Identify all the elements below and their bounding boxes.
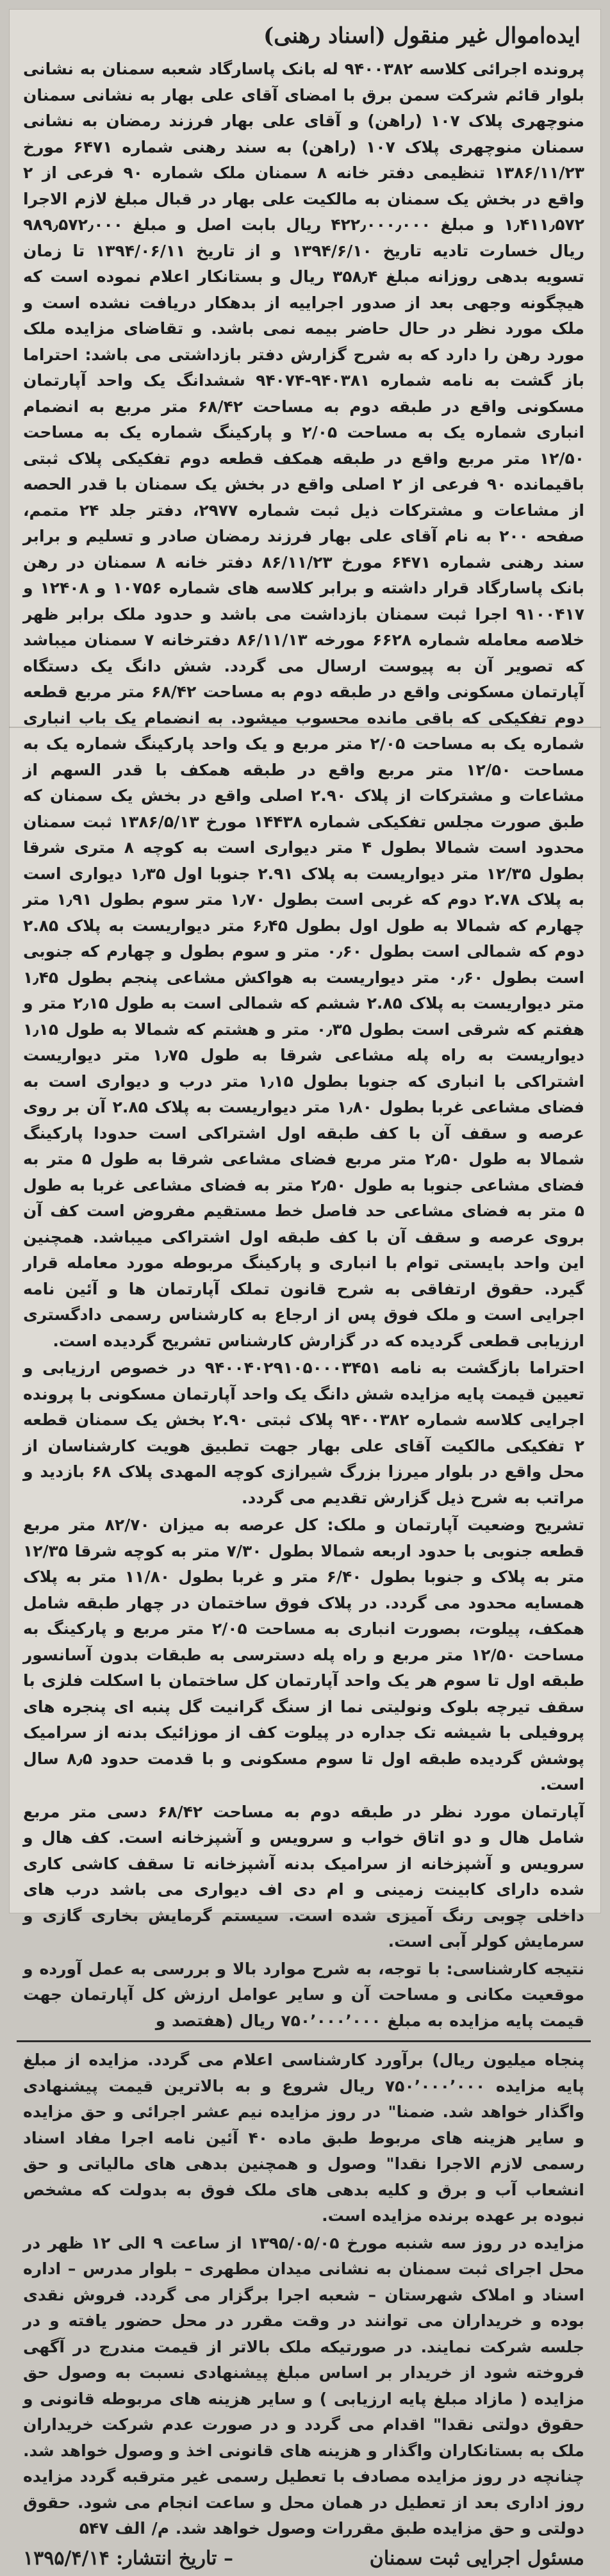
newspaper-clipping [9, 9, 601, 2570]
section-divider [17, 2040, 591, 2042]
notice [9, 9, 601, 2576]
signature: مسئول اجرایی ثبت سمنان [369, 2547, 584, 2570]
notice-paragraph-1: پرونده اجرائی کلاسه ۹۴۰۰۳۸۲ له بانک پاسارگاد شعبه سمنان به نشانی بلوار قائم شرکت سمن برق با امضای آقای علی بهار به نشانی سمنان منوچهری پلاک ۱۰۷ (راهن) و آقای علی بهار فرزند رمضان به نشانی سمنان منوچهری پلاک ۱۰۷ (راهن) به سند رهنی شماره ۶۴۷۱ مورخ ۱۳۸۶/۱۱/۲۳ تنظیمی دفتر خانه ۸ سمنان ملک شماره ۹۰ فرعی از ۲ واقع در بخش یک سمنان به مالکیت علی بهار در قبال مبلغ لازم الاجرا ۱٫۴۱۱٫۵۷۲ و مبلغ ۴۲۲٫۰۰۰٫۰۰۰ ریال بابت اصل و مبلغ ۹۸۹٫۵۷۲٫۰۰۰ ریال خسارت تادیه تاریخ ۱۳۹۴/۶/۱۰ و از تاریخ ۱۳۹۴/۰۶/۱۱ تا زمان تسویه بدهی روزانه مبلغ ۳۵۸٫۴ ریال و بستانکار اعلام نموده است که هیچگونه وجهی بعد از صدور اجراییه از بدهکار دریافت نشده است و ملک مورد نظر در حال حاضر بیمه نمی باشد. و تقاضای مزایده ملک مورد رهن را دارد که به شرح گزارش دفتر بازداشتی می باشد: احتراما باز گشت به نامه شماره ۹۴۰۳۸۱-۹۴۰۷۴ ششدانگ یک واحد آپارتمان مسکونی واقع در طبقه دوم به مساحت ۶۸/۴۲ متر مربع به انضمام انباری شماره یک به مساحت ۲/۰۵ و پارکینگ شماره یک به مساحت ۱۲/۵۰ متر مربع واقع در طبقه همکف قطعه دوم تفکیکی پلاک ثبتی باقیمانده ۹۰ فرعی از ۲ اصلی واقع در بخش یک سمنان با قدر الحصه از مشاعات و مشترکات ذیل ثبت شماره ۲۹۷۷، دفتر جلد ۲۴ متمم، صفحه ۲۰۰ به نام آقای علی بهار فرزند رمضان صادر و تسلیم و برابر سند رهنی شماره ۶۴۷۱ مورخ ۸۶/۱۱/۲۳ دفتر خانه ۸ سمنان در رهن بانک پاسارگاد قرار داشته و برابر کلاسه های شماره ۱۰۷۵۶ و ۱۲۴۰۸ و ۹۱۰۰۴۱۷ اجرا ثبت سمنان بازداشت می باشد و حدود ملک برابر ظهر خلاصه معامله شماره ۶۶۲۸ مورخه ۸۶/۱۱/۱۳ دفترخانه ۷ سمنان میباشد که تصویر آن به پیوست ارسال می گردد. شش دانگ یک دستگاه آپارتمان مسکونی واقع در طبقه دوم به مساحت ۶۸/۴۲ متر مربع قطعه دوم تفکیکی که باقی مانده محسوب میشود. به انضمام یک باب انباری شماره یک به مساحت ۲/۰۵ متر مربع و یک واحد پارکینگ شماره یک به مساحت ۱۲/۵۰ متر مربع واقع در طبقه همکف با قدر السهم از مشاعات و مشترکات از پلاک ۲.۹۰ اصلی واقع در بخش یک سمنان که طبق صورت مجلس تفکیکی شماره ۱۴۴۳۸ مورخ ۱۳۸۶/۵/۱۳ ثبت سمنان محدود است شمالا بطول ۴ متر دیواری است به کوچه ۸ متری شرقا بطول ۱۲/۳۵ متر دیواریست به پلاک ۲.۹۱ جنوبا اول ۱٫۳۵ دیواری است به پلاک ۲.۷۸ دوم که غربی است بطول ۱٫۷۰ متر سوم بطول ۱٫۹۱ متر چهارم که شمالا به طول اول بطول ۶٫۴۵ متر دیواریست به پلاک ۲.۸۵ دوم که شمالی است بطول ۰٫۶۰ متر و سوم بطول و چهارم که جنوبی است بطول ۰٫۶۰ متر دیواریست به هواکش مشاعی پنجم بطول ۱٫۴۵ متر دیواریست به پلاک ۲.۸۵ ششم که شمالی است به طول ۲٫۱۵ متر و هفتم که شرقی است بطول ۰٫۳۵ متر و هشتم که شمالا به طول ۱٫۱۵ دیواریست به راه پله مشاعی شرقا به طول ۱٫۷۵ متر دیواریست اشتراکی با انباری که جنوبا بطول ۱٫۱۵ متر درب و دیواری است به فضای مشاعی غربا بطول ۱٫۸۰ متر دیواریست به پلاک ۲.۸۵ آن بر روی عرصه و سقف آن با کف طبقه اول اشتراکی است حدودا پارکینگ شمالا به طول ۲٫۵۰ متر مربع فضای مشاعی شرقا به طول ۵ متر به فضای مشاعی جنوبا به طول ۲٫۵۰ متر به فضای مشاعی غربا به طول ۵ متر به فضای مشاعی حد فاصل خط مستقیم مفروض است کف آن بروی عرصه و سقف آن با کف طبقه اول اشتراکی میباشد. همچنین این واحد بایستی توام با انباری و پارکینگ مربوطه مورد معامله قرار گیرد. حقوق ارتفاقی به شرح قانون تملک آپارتمان ها و آئین نامه اجرایی است و ملک فوق پس از ارجاع به کارشناس رسمی دادگستری ارزیابی قطعی گردیده که در گزارش کارشناس تشریح گردیده است. [23, 60, 585, 1350]
publish-date: – تاریخ انتشار: ۱۳۹۵/۴/۱۴ [23, 2547, 233, 2570]
notice-footer [23, 2547, 584, 2570]
notice-paragraph-7: مزایده در روز سه شنبه مورخ ۱۳۹۵/۰۵/۰۵ از ساعت ۹ الی ۱۲ ظهر در محل اجرای ثبت سمنان به نشانی میدان مطهری – بلوار مدرس – اداره اسناد و املاک شهرستان – شعبه اجرا برگزار می گردد. فروش نقدی بوده و خریداران می توانند در وقت مقرر در محل حضور یافته و در جلسه شرکت نمایند. در صورتیکه ملک بالاتر از قیمت مندرج در آگهی فروخته شود از خریدار بر اساس مبلغ پیشنهادی نسبت به وصول حق مزایده ( مازاد مبلغ پایه ارزیابی ) و سایر هزینه های مربوطه قانونی و حقوق دولتی نقدا" اقدام می گردد و در صورت عدم شرکت خریداران ملک به بستانکاران واگذار و هزینه های قانونی اخذ و وصول خواهد شد. چنانچه در روز مزایده مصادف با تعطیل رسمی غیر مترقبه گردد مزایده روز اداری بعد از تعطیل در همان محل و ساعت انجام می شود. حقوق دولتی و حق مزایده طبق مقررات وصول خواهد شد. م/ الف ۵۴۷ [23, 2233, 584, 2538]
paper-fold-line [9, 727, 601, 728]
notice-paragraph-2: احتراما بازگشت به نامه ۹۴۰۰۴۰۲۹۱۰۵۰۰۰۳۴۵۱ در خصوص ارزیابی و تعیین قیمت پایه مزایده شش دانگ یک واحد آپارتمان مسکونی با پرونده اجرایی کلاسه شماره ۹۴۰۰۳۸۲ پلاک ثبتی ۲.۹۰ بخش یک سمنان قطعه ۲ تفکیکی مالکیت آقای علی بهار جهت تطبیق هویت کارشناسان از محل واقع در بلوار میرزا بزرگ شیرازی کوچه المهدی پلاک ۶۸ بازدید و مراتب به شرح ذیل گزارش تقدیم می گردد. [23, 1358, 584, 1507]
notice-paragraph-5: نتیجه کارشناسی: با توجه، به شرح موارد بالا و بررسی به عمل آورده و موقعیت مکانی و مساحت آن و سایر عوامل ارزش کل آپارتمان جهت قیمت پایه مزایده به مبلغ ۷۵۰٬۰۰۰٬۰۰۰ ریال (هفتصد و [23, 1959, 584, 2030]
notice-paragraph-4: آپارتمان مورد نظر در طبقه دوم به مساحت ۶۸/۴۲ دسی متر مربع شامل هال و دو اتاق خواب و سرویس و آشپزخانه است. کف هال و سرویس و آشپزخانه از سرامیک بدنه آشپزخانه تا سقف کاشی کاری شده دارای کابینت زمینی و ام دی اف دیواری می باشد درب های داخلی چوبی رنگ آمیزی شده است. سیستم گرمایش بخاری گازی و سرمایش کولر آبی است. [23, 1802, 584, 1951]
notice-title: ایده‌اموال غیر منقول (اسناد رهنی) [263, 23, 581, 49]
notice-paragraph-6: پنجاه میلیون ریال) برآورد کارشناسی اعلام می گردد. مزایده از مبلغ پایه مزایده ۷۵۰٬۰۰۰٬۰۰۰ ریال شروع و به بالاترین قیمت پیشنهادی واگذار خواهد شد. ضمنا" در روز مزایده نیم عشر اجرائی و حق مزایده و سایر هزینه های مربوط طبق ماده ۴۰ آئین نامه اجرا مفاد اسناد رسمی لازم الاجرا نقدا" وصول و همچنین بدهی های مالیاتی و حق انشعاب آب و برق و کلیه بدهی های ملک فوق به بدولت که مشخص نبوده بر عهده برنده مزایده است. [23, 2051, 584, 2225]
notice-paragraph-3: تشریح وضعیت آپارتمان و ملک: کل عرصه به میزان ۸۲/۷۰ متر مربع قطعه جنوبی با حدود اربعه شمالا بطول ۷/۳۰ متر به کوچه شرقا ۱۲/۳۵ متر به پلاک و جنوبا بطول ۶/۴۰ متر و غربا بطول ۱۱/۸۰ متر به پلاک همسایه محدود می گردد. در پلاک فوق ساختمان در چهار طبقه شامل همکف، پیلوت، بصورت انباری به مساحت ۲/۰۵ متر مربع و پارکینگ به مساحت ۱۲/۵۰ متر مربع و راه پله دسترسی به طبقات بدون آسانسور طبقه اول تا سوم هر یک واحد آپارتمان کل ساختمان با اسکلت فلزی با سقف تیرچه بلوک ونولیتی نما از سنگ گرانیت گل پنبه ای پنجره های پروفیلی با شیشه تک جداره در پیلوت کف از موزائیک بدنه از سرامیک پوشش گردیده طبقه اول تا سوم مسکونی و با قدمت حدود ۸٫۵ سال است. [23, 1515, 584, 1794]
